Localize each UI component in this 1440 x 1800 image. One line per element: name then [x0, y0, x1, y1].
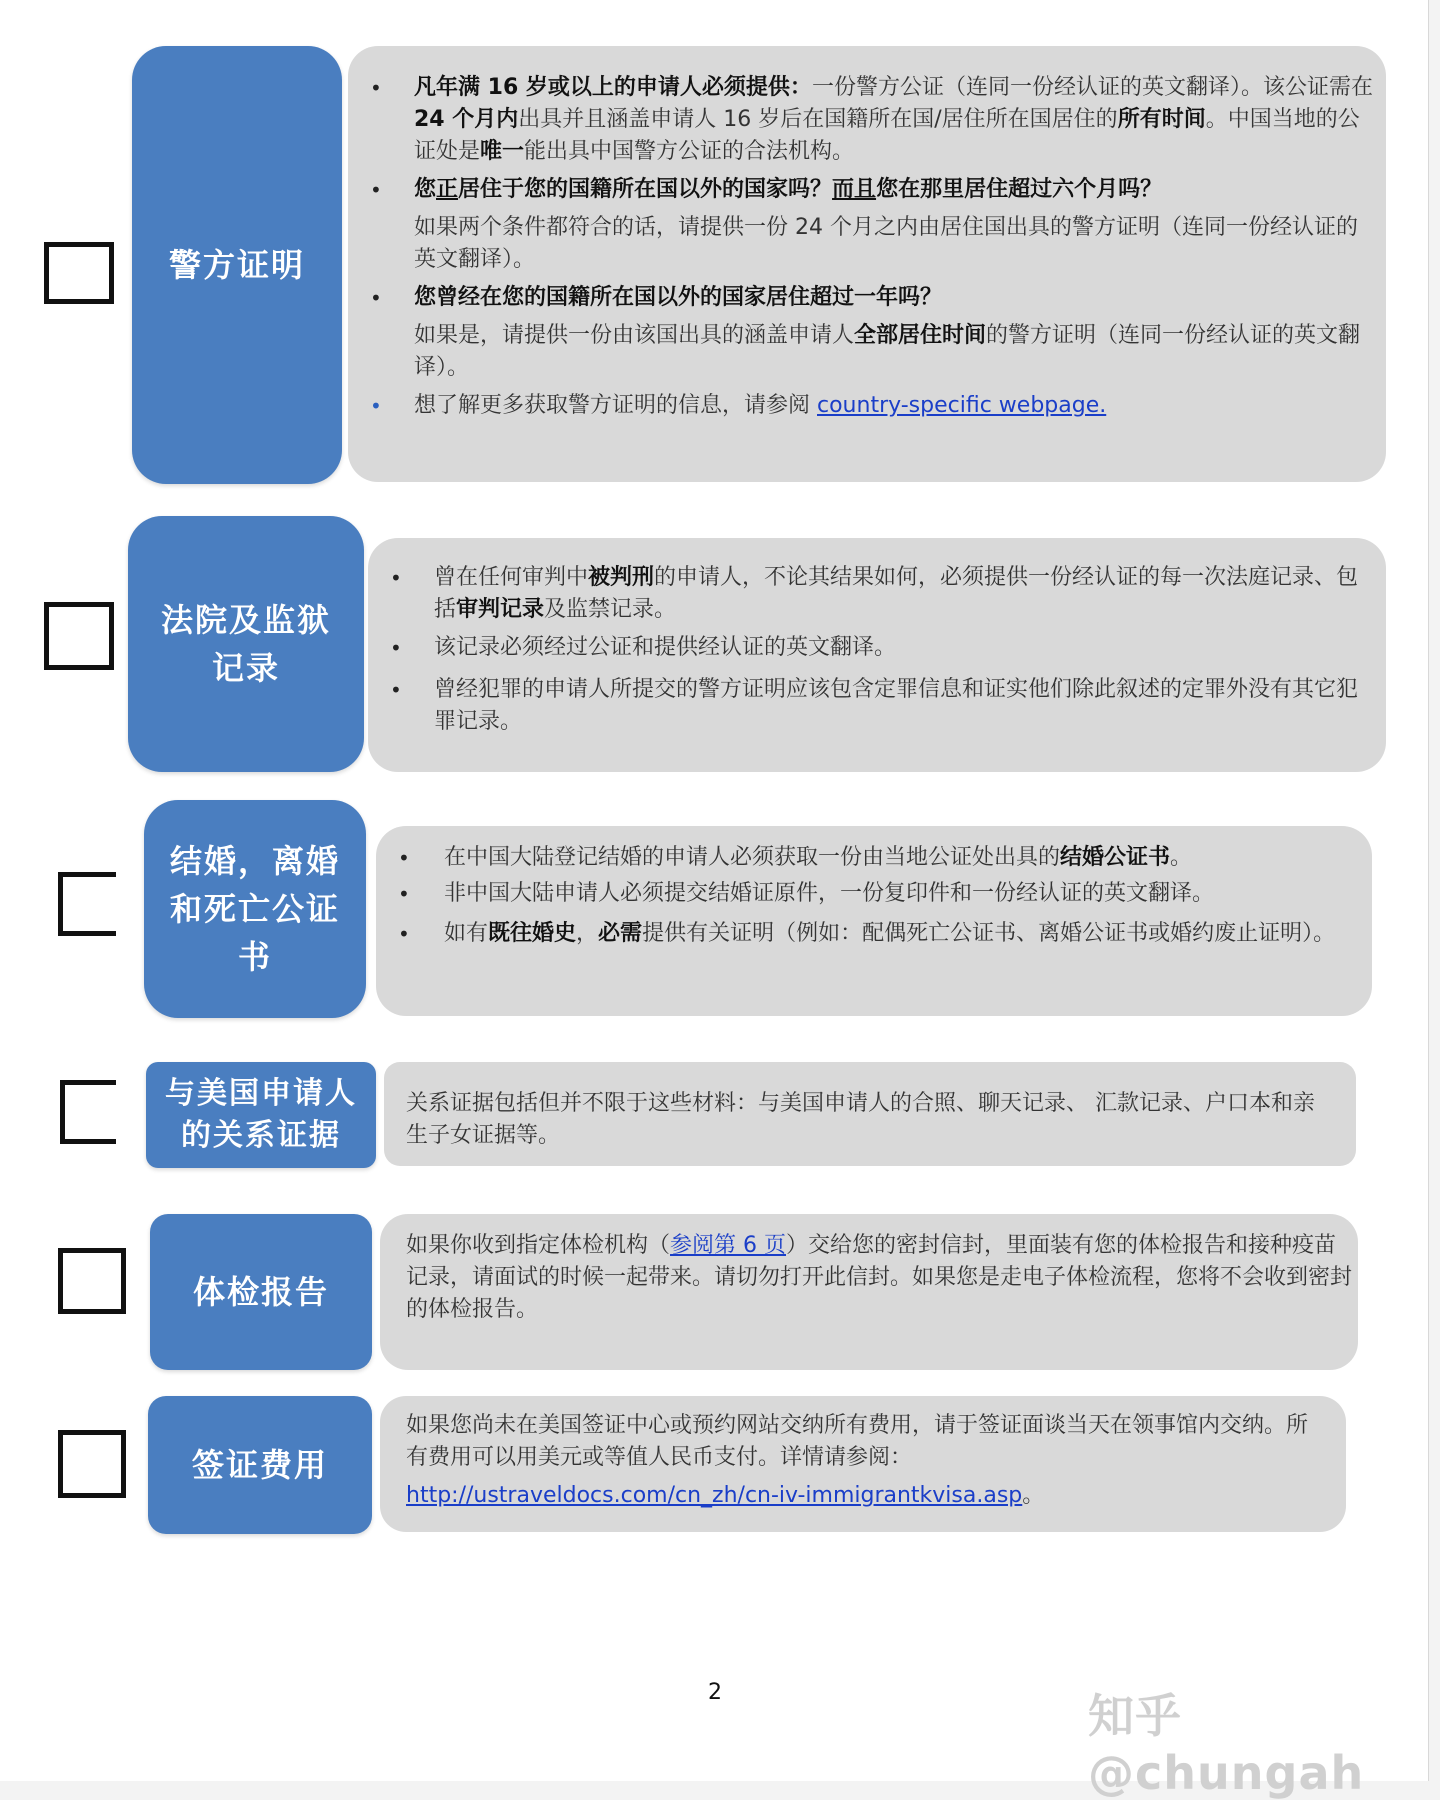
panel-police	[348, 46, 1386, 482]
bullet-dot-icon: •	[370, 394, 382, 418]
court-bullet-1: • 曾在任何审判中被判刑的申请人，不论其结果如何，必须提供一份经认证的每一次法庭记录、包括审判记录及监禁记录。	[368, 562, 1366, 626]
watermark: 知乎 @chungah	[1088, 1689, 1365, 1800]
fee-link-line: http://ustraveldocs.com/cn_zh/cn-iv-immigrantkvisa.asp。	[406, 1483, 1045, 1508]
police-bullet-3: • 您曾经在您的国籍所在国以外的国家居住超过一年吗？	[348, 282, 1376, 314]
see-page-6-link[interactable]: 参阅第 6 页	[670, 1233, 786, 1258]
checkbox-relationship[interactable]	[60, 1080, 116, 1144]
panel-marriage	[376, 826, 1372, 1016]
bullet-dot-icon: •	[370, 76, 382, 100]
bullet-dot-icon: •	[390, 636, 402, 660]
page-number: 2	[708, 1680, 722, 1705]
court-bullet-2: • 该记录必须经过公证和提供经认证的英文翻译。	[368, 632, 1366, 664]
panel-court	[368, 538, 1386, 772]
checkbox-fee[interactable]	[58, 1430, 126, 1498]
label-marriage: 结婚，离婚 和死亡公证 书	[144, 800, 366, 1018]
court-bullet-3: • 曾经犯罪的申请人所提交的警方证明应该包含定罪信息和证实他们除此叙述的定罪外没有其它犯罪记录。	[368, 674, 1366, 738]
marriage-bullet-1: • 在中国大陆登记结婚的申请人必须获取一份由当地公证处出具的结婚公证书。	[376, 842, 1356, 874]
checkbox-medical[interactable]	[58, 1248, 126, 1314]
label-fee: 签证费用	[148, 1396, 372, 1534]
bullet-dot-icon: •	[370, 178, 382, 202]
fee-text: 如果您尚未在美国签证中心或预约网站交纳所有费用，请于签证面谈当天在领事馆内交纳。所有费用可以用美元或等值人民币支付。详情请参阅：	[406, 1413, 1309, 1470]
bullet-dot-icon: •	[390, 678, 402, 702]
bullet-dot-icon: •	[390, 566, 402, 590]
country-specific-link[interactable]: country-specific webpage.	[817, 393, 1107, 418]
checkbox-marriage[interactable]	[58, 872, 116, 936]
label-police: 警方证明	[132, 46, 342, 484]
panel-medical	[380, 1214, 1358, 1370]
bullet-dot-icon: •	[370, 286, 382, 310]
checkbox-court[interactable]	[44, 602, 114, 670]
police-bullet-2-detail: 如果两个条件都符合的话，请提供一份 24 个月之内由居住国出具的警方证明（连同一份经认证的英文翻译）。	[414, 215, 1358, 272]
marriage-bullet-2: • 非中国大陆申请人必须提交结婚证原件，一份复印件和一份经认证的英文翻译。	[376, 878, 1356, 910]
label-court: 法院及监狱 记录	[128, 516, 364, 772]
ustraveldocs-link[interactable]: http://ustraveldocs.com/cn_zh/cn-iv-immigrantkvisa.asp	[406, 1483, 1023, 1508]
police-bullet-4: • 想了解更多获取警方证明的信息，请参阅 country-specific webpage.	[348, 390, 1376, 422]
bullet-dot-icon: •	[398, 922, 410, 946]
police-bullet-1: • 凡年满 16 岁或以上的申请人必须提供：一份警方公证（连同一份经认证的英文翻译）。该公证需在24 个月内出具并且涵盖申请人 16 岁后在国籍所在国/居住所在国居住的所有时间。中国当地的公证处是唯一能出具中国警方公证的合法机构。	[348, 72, 1376, 168]
police-bullet-2: • 您正居住于您的国籍所在国以外的国家吗？而且您在那里居住超过六个月吗？	[348, 174, 1376, 206]
police-bullet-3-detail: 如果是，请提供一份由该国出具的涵盖申请人全部居住时间的警方证明（连同一份经认证的英文翻译）。	[414, 323, 1361, 380]
marriage-bullet-3: • 如有既往婚史，必需提供有关证明（例如：配偶死亡公证书、离婚公证书或婚约废止证明）。	[376, 918, 1356, 950]
panel-fee	[380, 1396, 1346, 1532]
panel-relationship	[384, 1062, 1356, 1166]
checkbox-police[interactable]	[44, 242, 114, 304]
label-medical: 体检报告	[150, 1214, 372, 1370]
bullet-dot-icon: •	[398, 846, 410, 870]
medical-text: 如果你收到指定体检机构（参阅第 6 页）交给您的密封信封，里面装有您的体检报告和接种疫苗记录，请面试的时候一起带来。请切勿打开此信封。如果您是走电子体检流程，您将不会收到密封的体检报告。	[406, 1233, 1353, 1322]
label-relationship: 与美国申请人 的关系证据	[146, 1062, 376, 1168]
bullet-dot-icon: •	[398, 882, 410, 906]
relationship-text: 关系证据包括但并不限于这些材料：与美国申请人的合照、聊天记录、 汇款记录、户口本和亲生子女证据等。	[406, 1091, 1315, 1148]
